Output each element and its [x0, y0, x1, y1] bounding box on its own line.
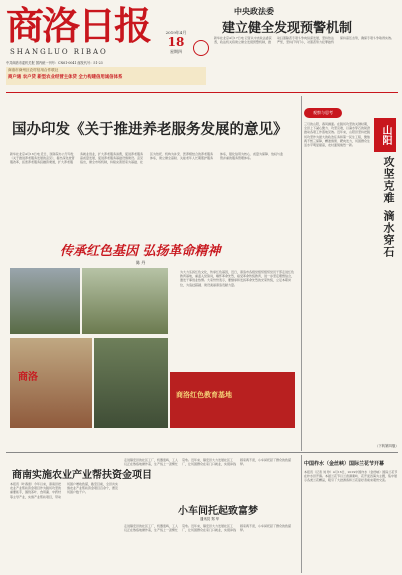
- masthead-title: 商洛日报: [6, 4, 151, 48]
- column-footer: （下转第四版）: [375, 444, 399, 448]
- bottom-left-body: 本报讯（叶春雷）今年以来，商南县把农业产业帮扶资金项目作为脱贫攻坚的重要抓手，围绕茶叶、食用菌、中药材等主导产业，实施产业帮扶项目，带动贫困户增收致富，截至目前，全县共实施农业产业帮扶资金项目百余个，惠及贫困户数千户。: [10, 482, 119, 499]
- bank-ad: [6, 67, 206, 85]
- logo-seal: [193, 40, 209, 56]
- feature-author: 陈 丹: [136, 260, 146, 265]
- lead-body: 新华社北京4月16日电 近日，国务院办公厅印发《关于推进养老服务发展的意见》，提出深化放管服改革，拓宽养老服务投融资渠道，扩大养老服务就业创业，扩大养老服务消费，促进养老服务高质量发展，促进养老服务基础设施建设。意见指出，健全市场机制，持续完善居家为基础、社区为依托、机构为补充、医养相结合的养老服务体系，建立健全高龄、失能老年人长期照护服务体系，强化信用为核心、质量为保障、放权与监管并重的服务管理体系。: [10, 152, 284, 165]
- column-headline-2: 滴水穿石: [382, 210, 395, 258]
- photo-mid-right: [94, 338, 168, 428]
- bottom-mid-body: 走进镇安县的社区工厂，机器轰鸣，工人们正在熟练地操作着，生产线上一派繁忙景象。近年来，镇安县大力发展社区工厂，让贫困群众在家门口就业，实现挣钱顾家两不误，小车间托起了群众的致富梦。: [124, 524, 292, 533]
- bottom-left-headline: 商南实施农业产业帮扶资金项目: [12, 470, 152, 481]
- photo-top-mid: [82, 268, 168, 334]
- column-badge: [304, 108, 342, 118]
- date-day: 18: [167, 35, 185, 49]
- date-box: [162, 30, 190, 65]
- photo-top-left: [10, 268, 80, 334]
- lead-headline: 国办印发《关于推进养老服务发展的意见》: [12, 122, 288, 138]
- photo-mid-left: [10, 338, 92, 428]
- photo-sign-1: 商洛: [18, 372, 38, 383]
- divider-lower: [6, 452, 398, 453]
- column-badge-label: 观察与思考: [313, 110, 333, 115]
- column-place: 山阳: [374, 118, 396, 152]
- feature-banner: 传承红色基因 弘扬革命精神: [60, 244, 221, 259]
- photo-sign-2: 商洛红色教育基地: [176, 390, 232, 399]
- column-headline-1: 攻坚克难: [382, 156, 395, 204]
- bottom-right-headline: 中国柞水（金丝峡）国际兰花节开幕: [304, 461, 385, 467]
- divider: [6, 92, 398, 93]
- top-headline: 建立健全发现预警机制: [222, 21, 353, 36]
- top-kicker: 中央政法委: [234, 6, 274, 16]
- feature-body: 为大力弘扬红色文化，传承红色基因，近日，商洛市各级党组织组织党员干部走进红色教育基地，重温入党誓词，缅怀革命先烈，接受革命传统教育，进一步坚定理想信念，激发干事创业热情。大家纷纷表示，要继承和发扬革命先烈的光荣传统，立足本职岗位，为追赶超越、建设美丽商洛贡献力量。: [180, 270, 295, 287]
- column-body: 三月的山阳，春风拂面。在脱贫攻坚的关键时期，全县上下凝心聚力、攻坚克难，以滴水穿石的韧劲推动各项工作落地见效。近年来，山阳县坚持把脱贫攻坚作为最大的政治任务和第一民生工程，聚焦两不愁三保障，精准施策、靶向发力，贫困群众生活水平明显提高，农村面貌焕然一新。: [304, 122, 371, 148]
- top-right-body: 新华社北京4月17日电 记者从中央政法委获悉，政法机关将建立健全发现预警机制，推动扫黑除恶专项斗争向纵深发展，坚持依法严惩，坚持打早打小，对黑恶势力犯罪始终保持高压态势，确保专项斗争取得实效。: [214, 36, 395, 45]
- masthead-pinyin: SHANGLUO RIBAO: [10, 48, 108, 56]
- bottom-right-body: 本报讯（记者 刘 珍）4月16日，2019中国柞水（金丝峡）国际兰花节在柞水县开幕。本届兰花节以兰香满秦岭、花开迎四海为主题，集中展示各类兰花精品，吸引了大批游客和兰花爱好者前来观赏交流。: [304, 470, 398, 483]
- bottom-right-rule: [301, 455, 302, 573]
- bank-name: 商洛市商州区农村信用合作联社: [8, 68, 59, 72]
- photo-right: [170, 372, 295, 428]
- column-rule: [301, 96, 302, 451]
- masthead-meta: 中共商洛市委机关报 国内统一刊号：CN61-0041 邮发代号：51-23: [6, 61, 103, 65]
- bottom-mid-headline: 小车间托起致富梦: [178, 506, 258, 517]
- date-year-month: 2019年4月: [165, 30, 187, 35]
- bank-slogan: 商户通 农户贷 新型农业经营主体贷 全力构建信用诚信体系: [8, 75, 123, 80]
- bottom-mid-upper-body: 走进镇安县的社区工厂，机器轰鸣，工人们正在熟练地操作着，生产线上一派繁忙景象。近年来，镇安县大力发展社区工厂，让贫困群众在家门口就业，实现挣钱顾家两不误，小车间托起了群众的致富梦。: [124, 458, 292, 467]
- bottom-mid-byline: 通讯员 郑 华: [200, 517, 220, 521]
- date-weekday: 星期四: [170, 49, 182, 54]
